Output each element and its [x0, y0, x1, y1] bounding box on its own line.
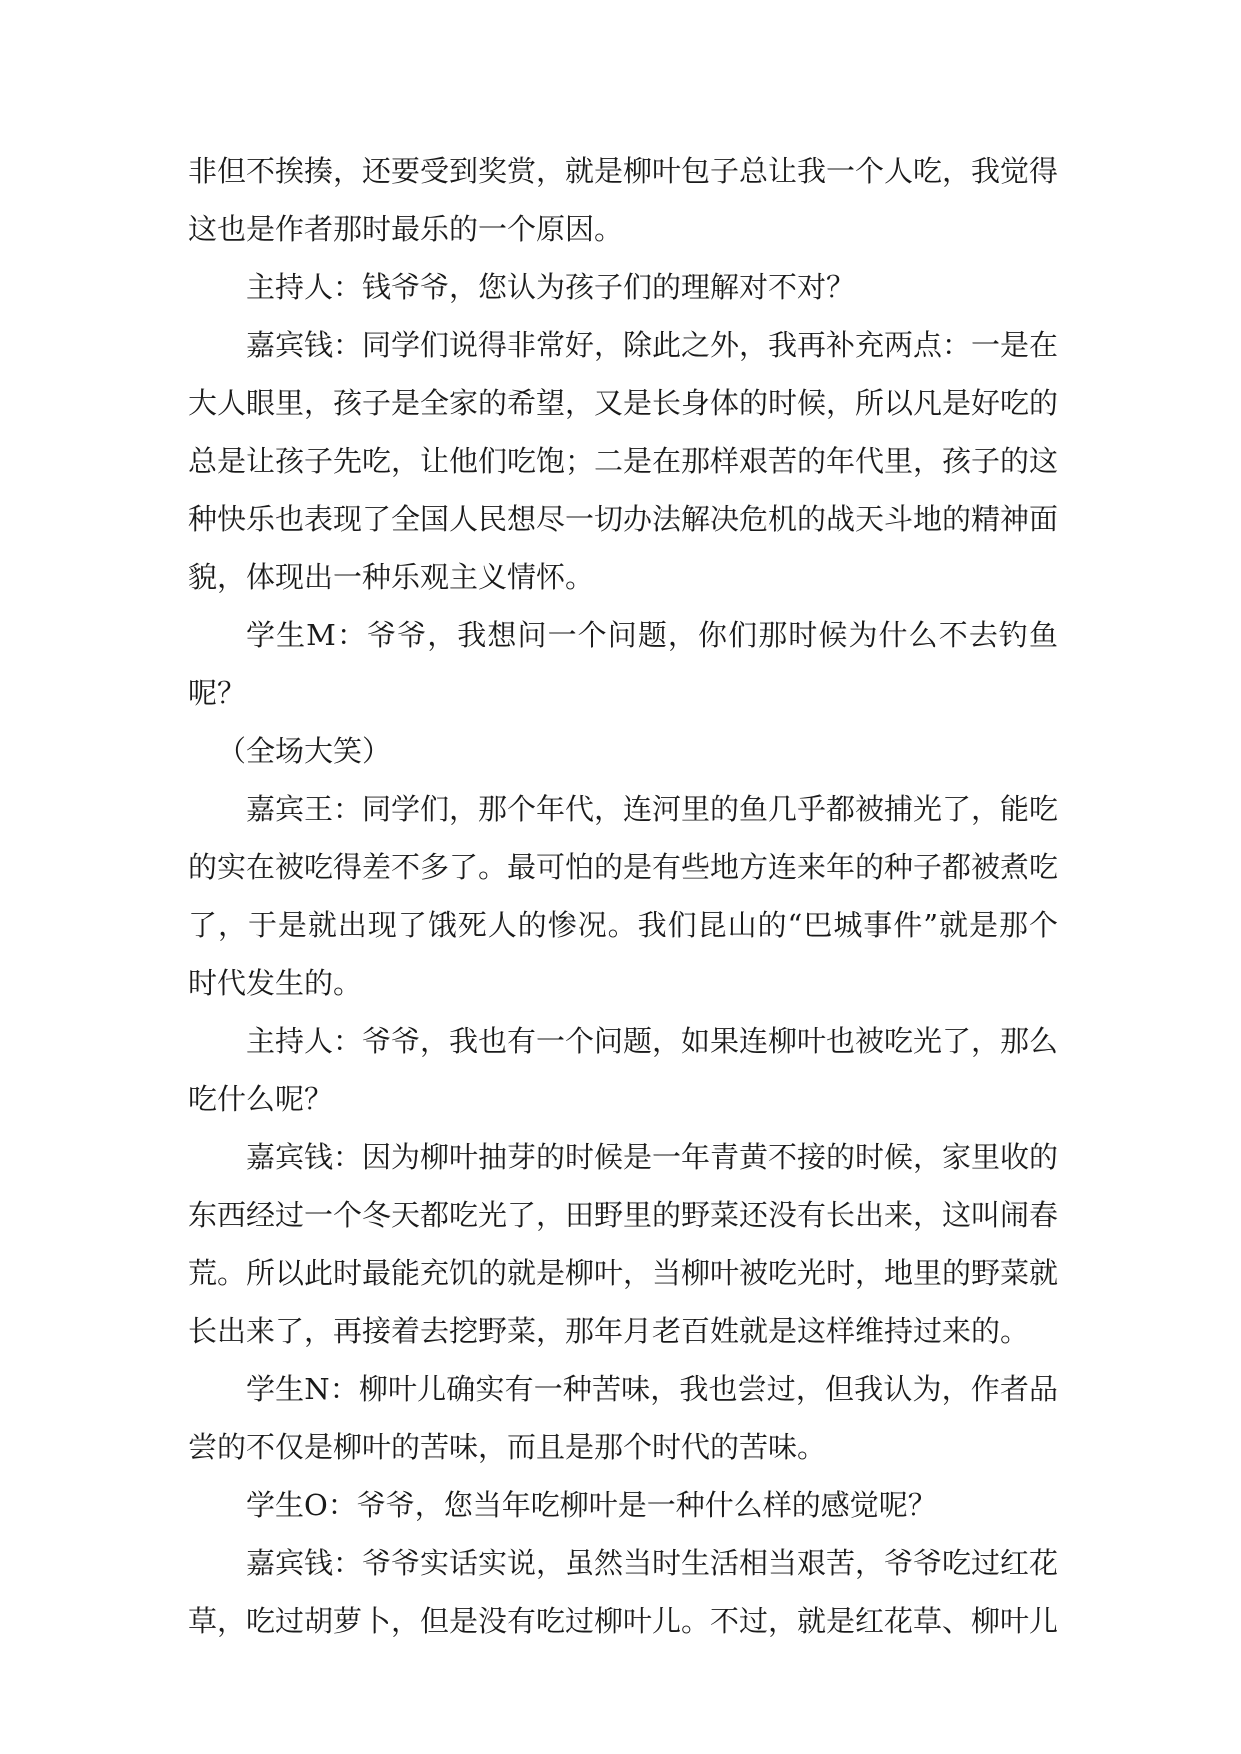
paragraph: 嘉宾钱：爷爷实话实说，虽然当时生活相当艰苦，爷爷吃过红花草，吃过胡萝卜，但是没有吃过柳叶儿。不过，就是红花草、柳叶儿: [188, 1546, 1059, 1638]
paragraph: 主持人：钱爷爷，您认为孩子们的理解对不对？: [246, 270, 856, 304]
paragraph: 主持人：爷爷，我也有一个问题，如果连柳叶也被吃光了，那么吃什么呢？: [188, 1024, 1059, 1116]
paragraph: 非但不挨揍，还要受到奖赏，就是柳叶包子总让我一个人吃，我觉得这也是作者那时最乐的一个原因。: [188, 154, 1059, 246]
paragraph: 学生M：爷爷，我想问一个问题，你们那时候为什么不去钓鱼呢？: [188, 618, 1058, 710]
paragraph: 嘉宾钱：同学们说得非常好，除此之外，我再补充两点：一是在大人眼里，孩子是全家的希望，又是长身体的时候，所以凡是好吃的总是让孩子先吃，让他们吃饱；二是在那样艰苦的年代里，孩子的这种快乐也表现了全国人民想尽一切办法解决危机的战天斗地的精神面貌，体现出一种乐观主义情怀。: [188, 328, 1059, 594]
paragraph: 学生N：柳叶儿确实有一种苦味，我也尝过，但我认为，作者品尝的不仅是柳叶的苦味，而且是那个时代的苦味。: [188, 1372, 1058, 1464]
paragraph: 学生O：爷爷，您当年吃柳叶是一种什么样的感觉呢？: [246, 1488, 937, 1522]
paragraph: 嘉宾王：同学们，那个年代，连河里的鱼几乎都被捕光了，能吃的实在被吃得差不多了。最可怕的是有些地方连来年的种子都被煮吃了，于是就出现了饿死人的惨况。我们昆山的“巴城事件”就是那个时代发生的。: [188, 792, 1059, 1000]
paragraph: 嘉宾钱：因为柳叶抽芽的时候是一年青黄不接的时候，家里收的东西经过一个冬天都吃光了，田野里的野菜还没有长出来，这叫闹春荒。所以此时最能充饥的就是柳叶，当柳叶被吃光时，地里的野菜就长出来了，再接着去挖野菜，那年月老百姓就是这样维持过来的。: [188, 1140, 1059, 1348]
stage-direction: （全场大笑）: [217, 734, 392, 768]
document-body: [188, 142, 1058, 1650]
